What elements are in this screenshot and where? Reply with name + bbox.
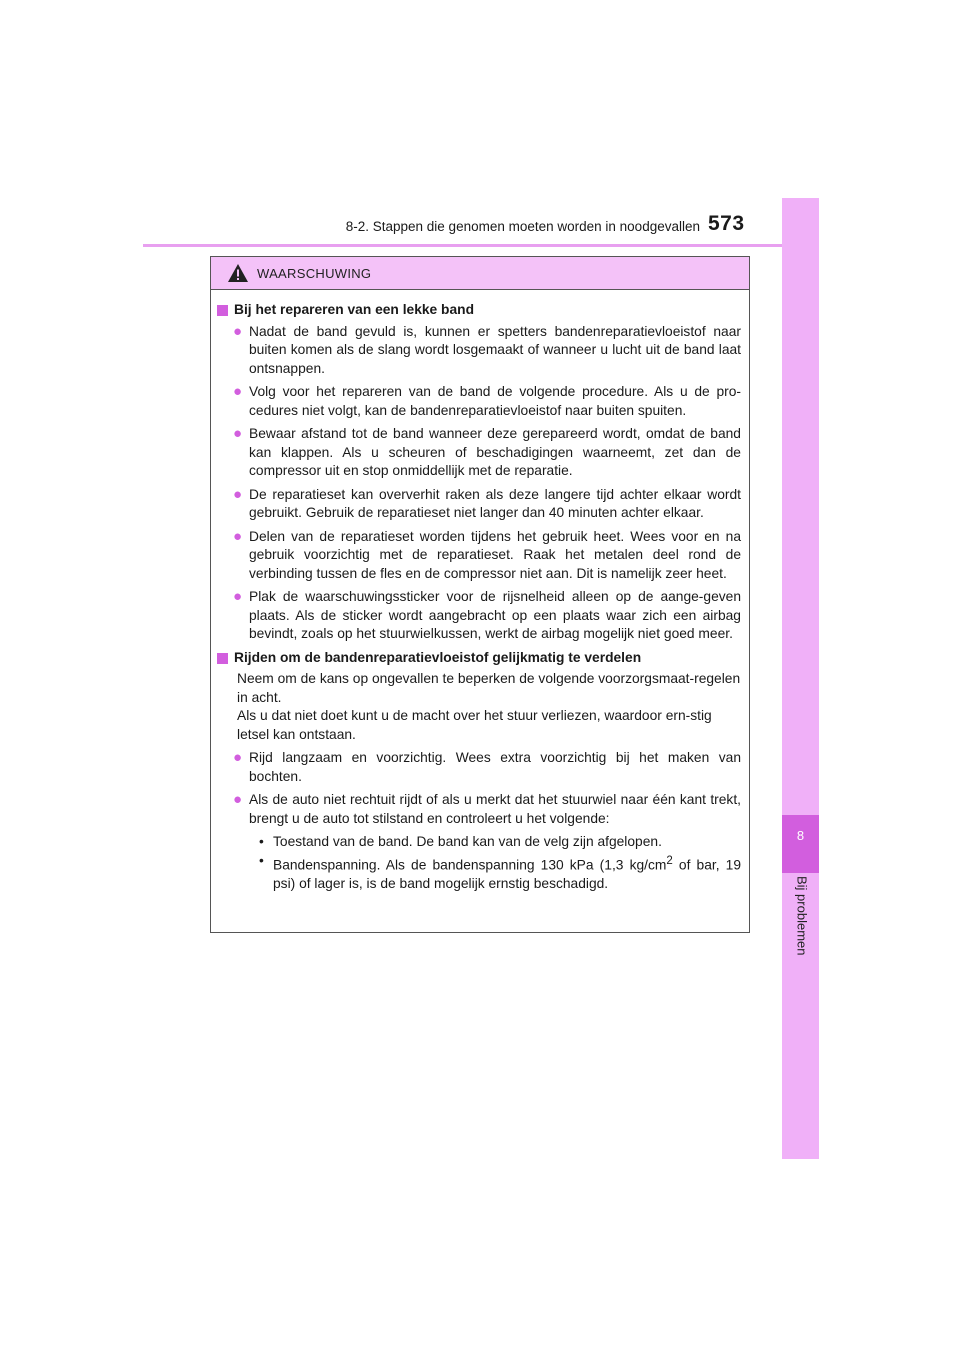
- warning-header: [211, 257, 749, 290]
- paragraph: Neem om de kans op ongevallen te beperken de volgende voorzorgsmaat-regelen in acht. Als u dat niet doet kunt u de macht over het stuur verliezen, waardoor ern-stig letsel kan ontstaan.: [237, 671, 741, 742]
- page-number: 573: [708, 212, 745, 235]
- list-item: ● Volg voor het repareren van de band de volgende procedure. Als u de pro-cedures niet volgt, kan de bandenreparatievloeistof naar buiten spuiten.: [233, 383, 741, 420]
- list-item: ● Rijd langzaam en voorzichtig. Wees extra voorzichtig bij het maken van bochten.: [233, 749, 741, 786]
- chapter-label: Bij problemen: [794, 876, 810, 956]
- warning-box: [210, 256, 750, 933]
- header-rule: [143, 244, 819, 247]
- circle-bullet-icon: ●: [233, 588, 243, 605]
- sub-list-item: • Bandenspanning. Als de bandenspanning 130 kPa (1,3 $kg/cm^2$ of bar, 19 psi) of lager is, is de band mogelijk ernstig beschadigd.: [259, 852, 741, 894]
- circle-bullet-icon: ●: [233, 425, 243, 442]
- circle-bullet-icon: ●: [233, 749, 243, 766]
- circle-bullet-icon: ●: [233, 485, 243, 503]
- warning-body: [211, 290, 749, 893]
- list-item: ● Bewaar afstand tot de band wanneer deze gerepareerd wordt, omdat de band kan klappen. Als u scheuren of beschadigingen waarneemt, zet dan de compressor uit en stop onmiddellijk met de reparatie.: [233, 425, 741, 481]
- list-item: ● De reparatieset kan oververhit raken als deze langere tijd achter elkaar wordt gebruikt. Gebruik de reparatieset niet langer dan 40 minuten achter elkaar.: [233, 486, 741, 523]
- warning-title: WAARSCHUWING: [257, 265, 372, 281]
- side-tab-active-chapter: [782, 815, 819, 873]
- list-item: ● Nadat de band gevuld is, kunnen er spetters bandenreparatievloeistof naar buiten komen als de slang wordt losgemaakt of wanneer u lucht uit de band laat ontsnappen.: [233, 323, 741, 379]
- dot-bullet-icon: •: [259, 834, 264, 849]
- section-heading: Rijden om de bandenreparatievloeistof gelijkmatig te verdelen: [217, 649, 741, 668]
- list-item: ● Plak de waarschuwingssticker voor de rijsnelheid alleen op de aange-geven plaats. Als de sticker wordt aangebracht op een plaats waar zich een airbag bevindt, zoals op het stuurwielkussen, werkt de airbag mogelijk niet goed meer.: [233, 588, 741, 644]
- circle-bullet-icon: ●: [233, 322, 243, 340]
- list-item: ● Delen van de reparatieset worden tijdens het gebruik heet. Wees voor en na gebruik voorzichtig met de reparatieset. Raak het metalen deel rond de verbinding tussen de fles en de compressor niet aan. Dit is namelijk zeer heet.: [233, 528, 741, 584]
- square-bullet-icon: [217, 305, 228, 316]
- dot-bullet-icon: •: [259, 852, 264, 868]
- running-header: 8-2. Stappen die genomen moeten worden in noodgevallen: [345, 219, 700, 234]
- circle-bullet-icon: ●: [233, 791, 243, 808]
- warning-triangle-icon: [227, 263, 249, 283]
- circle-bullet-icon: ●: [233, 383, 243, 400]
- list-item: ● Als de auto niet rechtuit rijdt of als u merkt dat het stuurwiel naar één kant trekt, brengt u de auto tot stilstand en controleert u het volgende:: [233, 791, 741, 828]
- square-bullet-icon: [217, 653, 228, 664]
- side-tab: [782, 198, 819, 1159]
- sub-list-item: • Toestand van de band. De band kan van de velg zijn afgelopen.: [259, 833, 741, 852]
- chapter-number: 8: [796, 828, 805, 843]
- section-heading: Bij het repareren van een lekke band: [217, 301, 741, 320]
- circle-bullet-icon: ●: [233, 527, 243, 545]
